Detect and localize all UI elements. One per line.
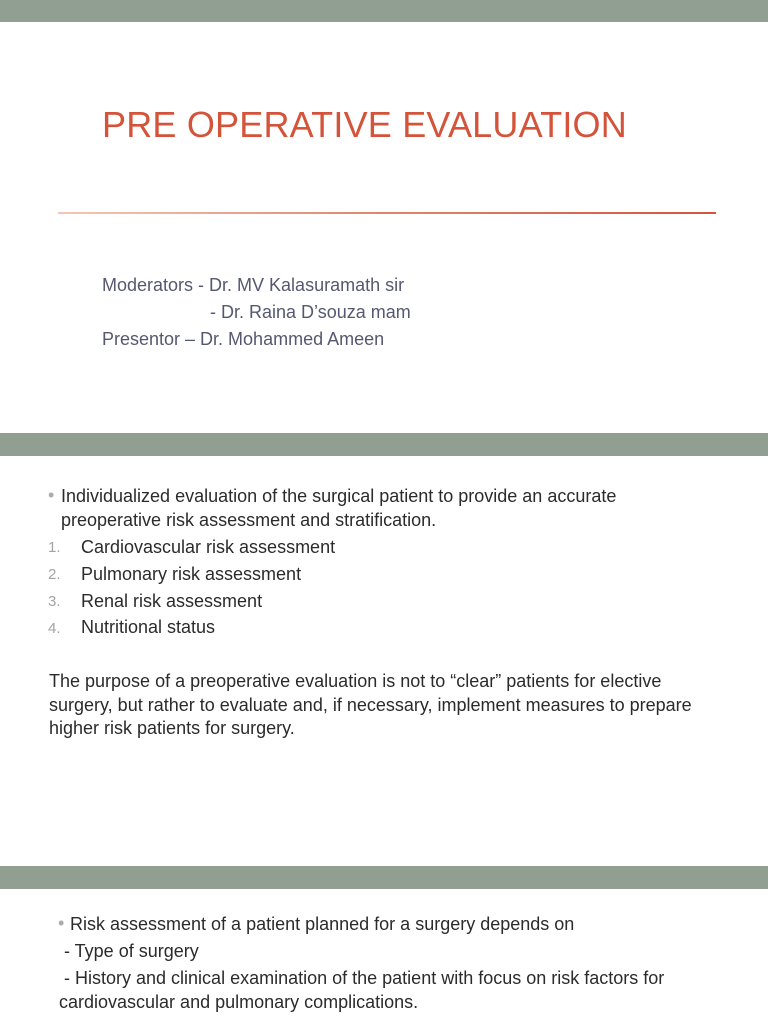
- title-underline: [58, 212, 716, 214]
- slide3-line-type-of-surgery: - Type of surgery: [59, 941, 199, 961]
- bullet-dot: •: [58, 913, 65, 933]
- list-number: 2.: [48, 566, 61, 583]
- list-item: Cardiovascular risk assessment: [81, 537, 336, 557]
- slide2-bullet-text: Individualized evaluation of the surgical patient to provide an accurate preoperative risk assessment and stratification.: [61, 486, 617, 530]
- slide-divider-2: [0, 866, 768, 889]
- top-band: [0, 0, 768, 22]
- moderators-line-2: - Dr. Raina D’souza mam: [210, 302, 411, 322]
- purpose-paragraph: The purpose of a preoperative evaluation is not to “clear” patients for elective surgery, but rather to evaluate and, if necessary, implement measures to prepare higher risk patients for surgery.: [49, 671, 692, 738]
- list-number: 1.: [48, 539, 61, 556]
- slide3-line-history: - History and clinical examination of the patient with focus on risk factors for cardiovascular and pulmonary complications.: [59, 968, 670, 1012]
- slide3-bullet: [58, 913, 748, 937]
- bullet-dot: •: [48, 485, 55, 505]
- list-item: Nutritional status: [81, 617, 216, 637]
- list-number: 3.: [48, 593, 61, 610]
- slide-divider-1: [0, 433, 768, 456]
- presentor-line: Presentor – Dr. Mohammed Ameen: [102, 329, 385, 349]
- list-number: 4.: [48, 620, 61, 637]
- list-item: Pulmonary risk assessment: [81, 564, 302, 584]
- title-slide: [0, 22, 768, 433]
- list-item: Renal risk assessment: [81, 591, 263, 611]
- slide2-bullet: [48, 485, 688, 532]
- slide-title: PRE OPERATIVE EVALUATION: [102, 104, 627, 145]
- slide3-bullet-text: Risk assessment of a patient planned for a surgery depends on: [70, 914, 575, 934]
- moderators-line-1: Moderators - Dr. MV Kalasuramath sir: [102, 275, 405, 295]
